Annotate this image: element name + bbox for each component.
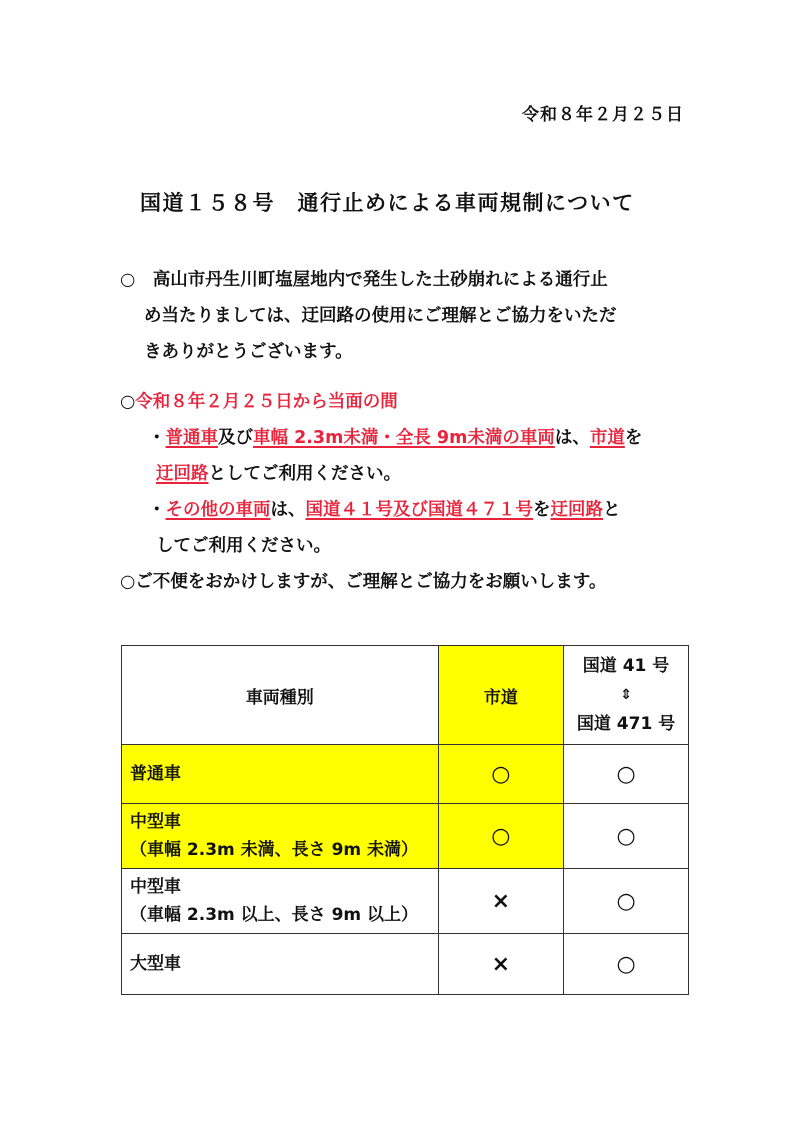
national-road-allowed: [564, 869, 689, 934]
city-road-allowed: [438, 804, 563, 869]
highlight-detour: 迂回路: [156, 464, 209, 484]
intro-paragraph: [120, 262, 617, 370]
vehicle-name: 中型車: [130, 812, 181, 832]
text-segment: としてご利用ください。: [208, 464, 401, 484]
cross-prohibited-icon: ×: [491, 888, 511, 914]
document-title: 国道１５８号 通行止めによる車両規制について: [140, 191, 635, 215]
national-road-allowed: [564, 804, 689, 869]
vehicle-detail: （車幅 2.3m 未満、長さ 9m 未満）: [130, 840, 419, 860]
circle-bullet-icon: ○: [120, 392, 136, 412]
circle-allowed-icon: ○: [616, 823, 636, 849]
document-date: 令和８年２月２５日: [522, 105, 684, 125]
dot-bullet-icon: ・: [148, 428, 166, 448]
circle-allowed-icon: ○: [616, 888, 636, 914]
text-segment: を: [533, 500, 551, 520]
city-road-allowed: [438, 745, 563, 804]
closing-text: ご不便をおかけしますが、ご理解とご協力をお願いします。: [135, 572, 607, 592]
header-city-road: 市道: [438, 646, 563, 745]
text-segment: は、: [554, 428, 590, 448]
highlight-detour: 迂回路: [550, 500, 603, 520]
vehicle-name: 普通車: [122, 745, 439, 804]
vehicle-cell: [122, 804, 439, 869]
highlight-ordinary-car: 普通車: [165, 428, 218, 448]
table-row: [122, 934, 689, 995]
notice-item-1: [120, 420, 642, 456]
notice-item-2: [120, 492, 642, 528]
national-road-allowed: [564, 745, 689, 804]
intro-line-3: きありがとうございます。: [144, 342, 353, 362]
vehicle-cell: [122, 869, 439, 934]
notice-item-2-cont: してご利用ください。: [156, 536, 331, 556]
highlight-national-roads: 国道４１号及び国道４７１号: [305, 500, 533, 520]
text-segment: を: [624, 428, 643, 448]
header-route-41: 国道 41 号: [582, 655, 670, 676]
header-route-471: 国道 471 号: [576, 713, 676, 734]
vehicle-detail: （車幅 2.3m 以上、長さ 9m 以上）: [130, 905, 419, 925]
table-row: [122, 869, 689, 934]
table-row: [122, 804, 689, 869]
circle-allowed-icon: ○: [491, 761, 511, 787]
city-road-prohibited: [438, 869, 563, 934]
vehicle-name: 中型車: [130, 877, 181, 897]
notice-section: [120, 384, 642, 600]
text-segment: と: [603, 500, 621, 520]
table-header-row: [122, 646, 689, 745]
highlight-vehicle-size: 車幅 2.3m未満・全長 9m未満の車両: [253, 428, 555, 448]
up-down-arrow-icon: ⇕: [620, 686, 632, 703]
intro-line-1: 高山市丹生川町塩屋地内で発生した土砂崩れによる通行止: [152, 270, 608, 290]
notice-period: 令和８年２月２５日から当面の間: [135, 392, 398, 412]
city-road-prohibited: [438, 934, 563, 995]
closing-line: [120, 564, 642, 600]
circle-allowed-icon: ○: [491, 823, 511, 849]
vehicle-name: 大型車: [122, 934, 439, 995]
notice-item-1-cont: [120, 456, 642, 492]
text-segment: 及び: [218, 428, 253, 448]
circle-allowed-icon: ○: [616, 761, 636, 787]
dot-bullet-icon: ・: [148, 500, 166, 520]
circle-allowed-icon: ○: [616, 951, 636, 977]
header-national-roads: [564, 646, 689, 745]
header-vehicle-type: 車両種別: [122, 646, 439, 745]
circle-bullet-icon: ○: [120, 572, 136, 592]
text-segment: は、: [270, 500, 306, 520]
highlight-other-vehicles: その他の車両: [165, 500, 271, 520]
national-road-allowed: [564, 934, 689, 995]
highlight-city-road: 市道: [589, 428, 625, 448]
table-row: [122, 745, 689, 804]
circle-bullet-icon: ○: [120, 270, 136, 290]
cross-prohibited-icon: ×: [491, 951, 511, 977]
intro-line-2: め当たりましては、迂回路の使用にご理解とご協力をいただ: [144, 306, 617, 326]
vehicle-restriction-table: [121, 645, 689, 995]
